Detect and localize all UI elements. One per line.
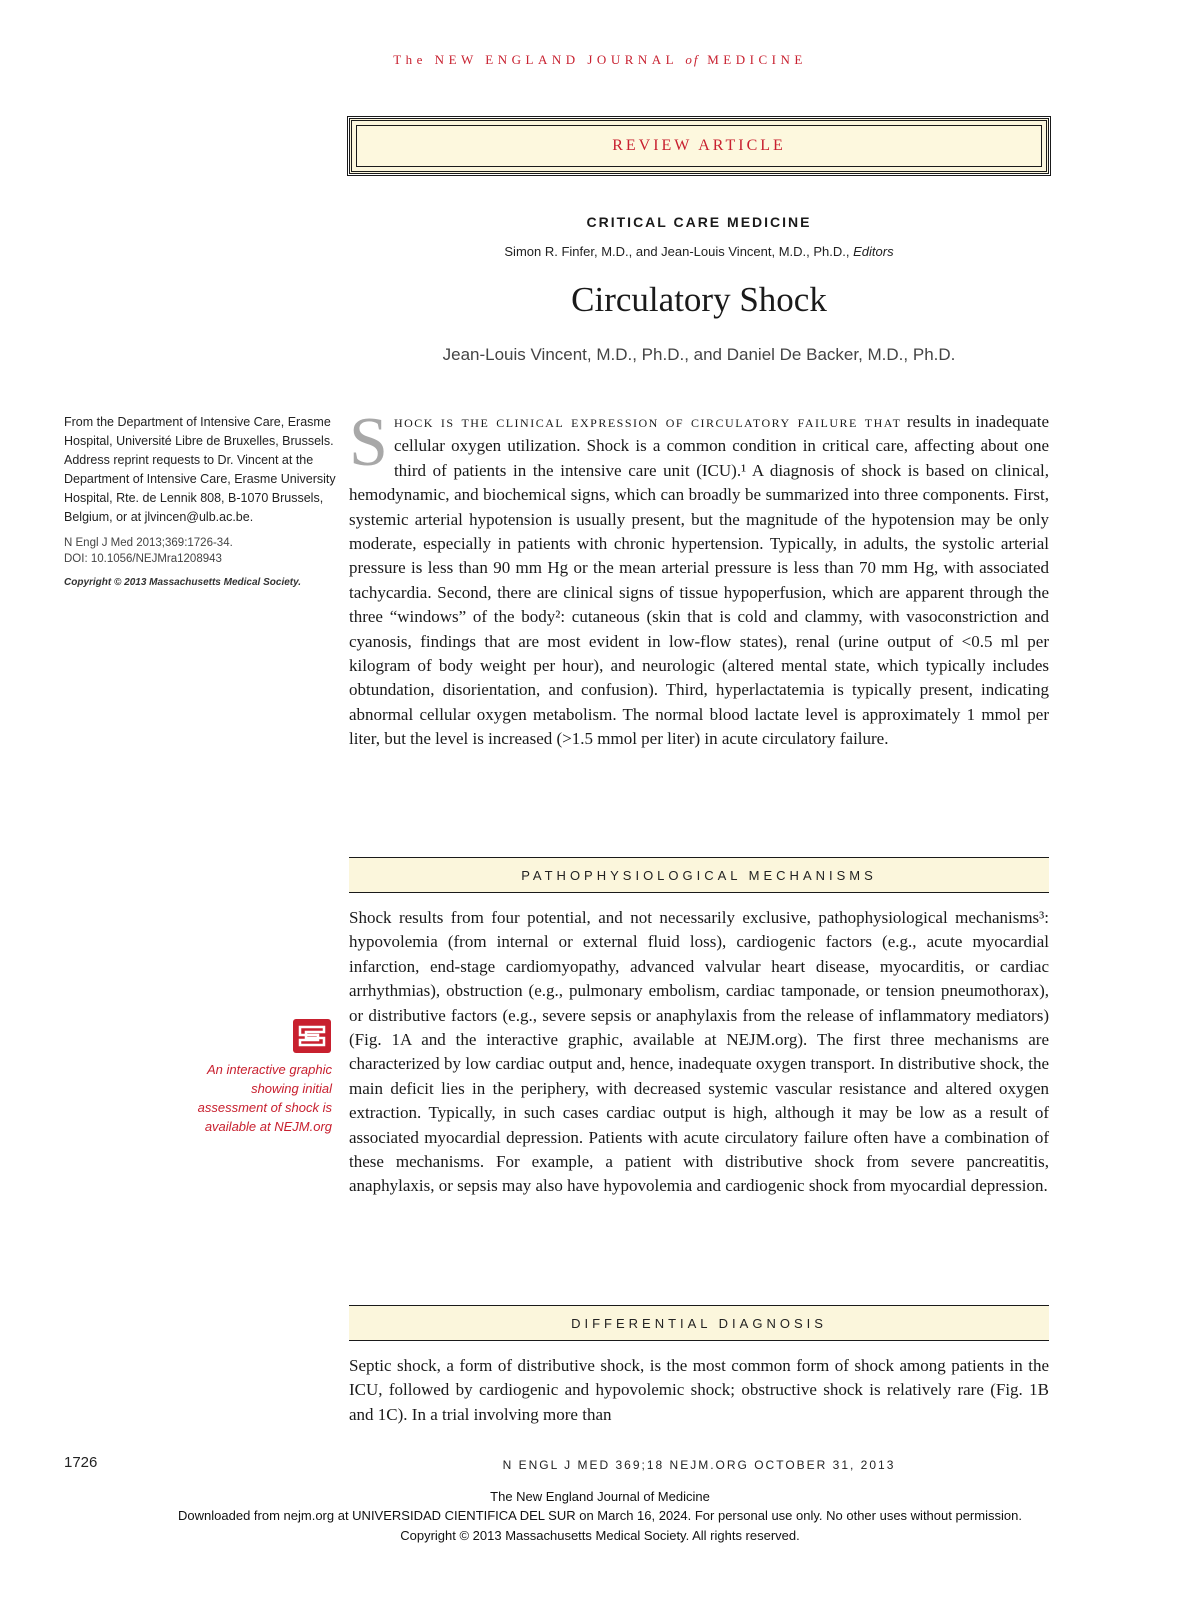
drop-cap: S [349, 404, 388, 481]
sidebar-copyright: Copyright © 2013 Massachusetts Medical Society. [64, 577, 302, 588]
footer-citation: N ENGL J MED 369;18 NEJM.ORG OCTOBER 31, 2013 [502, 1458, 896, 1472]
article-type-label: REVIEW ARTICLE [356, 125, 1042, 167]
citation-reference: N Engl J Med 2013;369:1726-34. [64, 537, 233, 549]
page-number: 1726 [64, 1454, 98, 1471]
series-name: CRITICAL CARE MEDICINE [586, 214, 812, 230]
series-editors [349, 244, 1049, 259]
editors-label: Editors [853, 244, 894, 259]
intro-text: results in inadequate cellular oxygen utilization. Shock is a common condition in critical care, affecting about one third of patients in the intensive care unit (ICU).¹ A diagnosis of shock is based on clinical, hemodynamic, and biochemical signs, which can broadly be summarized into three components. First, systemic arterial hypotension is usually present, but the magnitude of the hypotension may be only moderate, especially in patients with chronic hypertension. Typically, in adults, the systolic arterial pressure is less than 90 mm Hg or the mean arterial pressure is less than 70 mm Hg, with associated tachycardia. Second, there are clinical signs of tissue hypoperfusion, which are apparent through the three “windows” of the body²: cutaneous (skin that is cold and clammy, with vasoconstriction and cyanosis, findings that are most evident in low-flow states), renal (urine output of <0.5 ml per kilogram of body weight per hour), and neurologic (altered mental state, which typically includes obtundation, disorientation, and confusion). Third, hyperlactatemia is typically present, indicating abnormal cellular oxygen metabolism. The normal blood lactate level is approximately 1 mmol per liter, but the level is increased (>1.5 mmol per liter) in acute circulatory failure. [349, 412, 1049, 749]
article-type-banner [349, 118, 1049, 174]
sidebar [64, 413, 336, 592]
journal-header [0, 52, 1200, 68]
footer-rights: Copyright © 2013 Massachusetts Medical Society. All rights reserved. [400, 1528, 800, 1543]
journal-name: The NEW ENGLAND JOURNAL [393, 52, 686, 67]
section-heading-diagnosis: DIFFERENTIAL DIAGNOSIS [349, 1305, 1049, 1341]
article-authors: Jean-Louis Vincent, M.D., Ph.D., and Daniel De Backer, M.D., Ph.D. [442, 345, 956, 364]
interactive-graphic-link[interactable]: An interactive graphic showing initial assessment of shock is available at NEJM.org [197, 1062, 332, 1134]
journal-name-suffix: MEDICINE [699, 52, 807, 67]
article-title: Circulatory Shock [571, 280, 827, 319]
affiliation-note: From the Department of Intensive Care, Erasme Hospital, Université Libre de Bruxelles, Brussels. Address reprint requests to Dr. Vincent at the Department of Intensive Care, Erasme University Hospital, Rte. de Lennik 808, B-1070 Brussels, Belgium, or at jlvincen@ulb.ac.be. [64, 415, 336, 524]
intro-lead: hock is the clinical expression of circulatory failure that [393, 412, 902, 431]
intro-paragraph [349, 404, 1049, 752]
diagnosis-paragraph: Septic shock, a form of distributive shock, is the most common form of shock among patients in the ICU, followed by cardiogenic and hypovolemic shock; obstructive shock is relatively rare (Fig. 1B and 1C). In a trial involving more than [349, 1356, 1049, 1424]
section-heading-mechanisms: PATHOPHYSIOLOGICAL MECHANISMS [349, 857, 1049, 893]
footer-journal-name: The New England Journal of Medicine [490, 1489, 710, 1504]
interactive-graphic-icon[interactable] [292, 1018, 332, 1054]
citation-block [64, 535, 336, 567]
mechanisms-paragraph: Shock results from four potential, and not necessarily exclusive, pathophysiological mechanisms³: hypovolemia (from internal or external fluid loss), cardiogenic factors (e.g., acute myocardial infarction, end-stage cardiomyopathy, advanced valvular heart disease, myocarditis, or cardiac arrhythmias), obstruction (e.g., pulmonary embolism, cardiac tamponade, or tension pneumothorax), or distributive factors (e.g., severe sepsis or anaphylaxis from the release of inflammatory mediators) (Fig. 1A and the interactive graphic, available at NEJM.org). The first three mechanisms are characterized by low cardiac output and, hence, inadequate oxygen transport. In distributive shock, the main deficit lies in the periphery, with decreased systemic vascular resistance and altered oxygen extraction. Typically, in such cases cardiac output is high, although it may be low as a result of associated myocardial depression. Patients with acute circulatory failure often have a combination of these mechanisms. For example, a patient with distributive shock from severe pancreatitis, anaphylaxis, or sepsis may also have hypovolemia and cardiogenic shock from myocardial depression. [349, 908, 1049, 1196]
doi: DOI: 10.1056/NEJMra1208943 [64, 553, 222, 565]
editors-names: Simon R. Finfer, M.D., and Jean-Louis Vincent, M.D., Ph.D., [504, 244, 854, 259]
journal-name-of: of [685, 52, 700, 67]
download-notice: Downloaded from nejm.org at UNIVERSIDAD CIENTIFICA DEL SUR on March 16, 2024. For personal use only. No other uses without permission. [178, 1508, 1022, 1523]
